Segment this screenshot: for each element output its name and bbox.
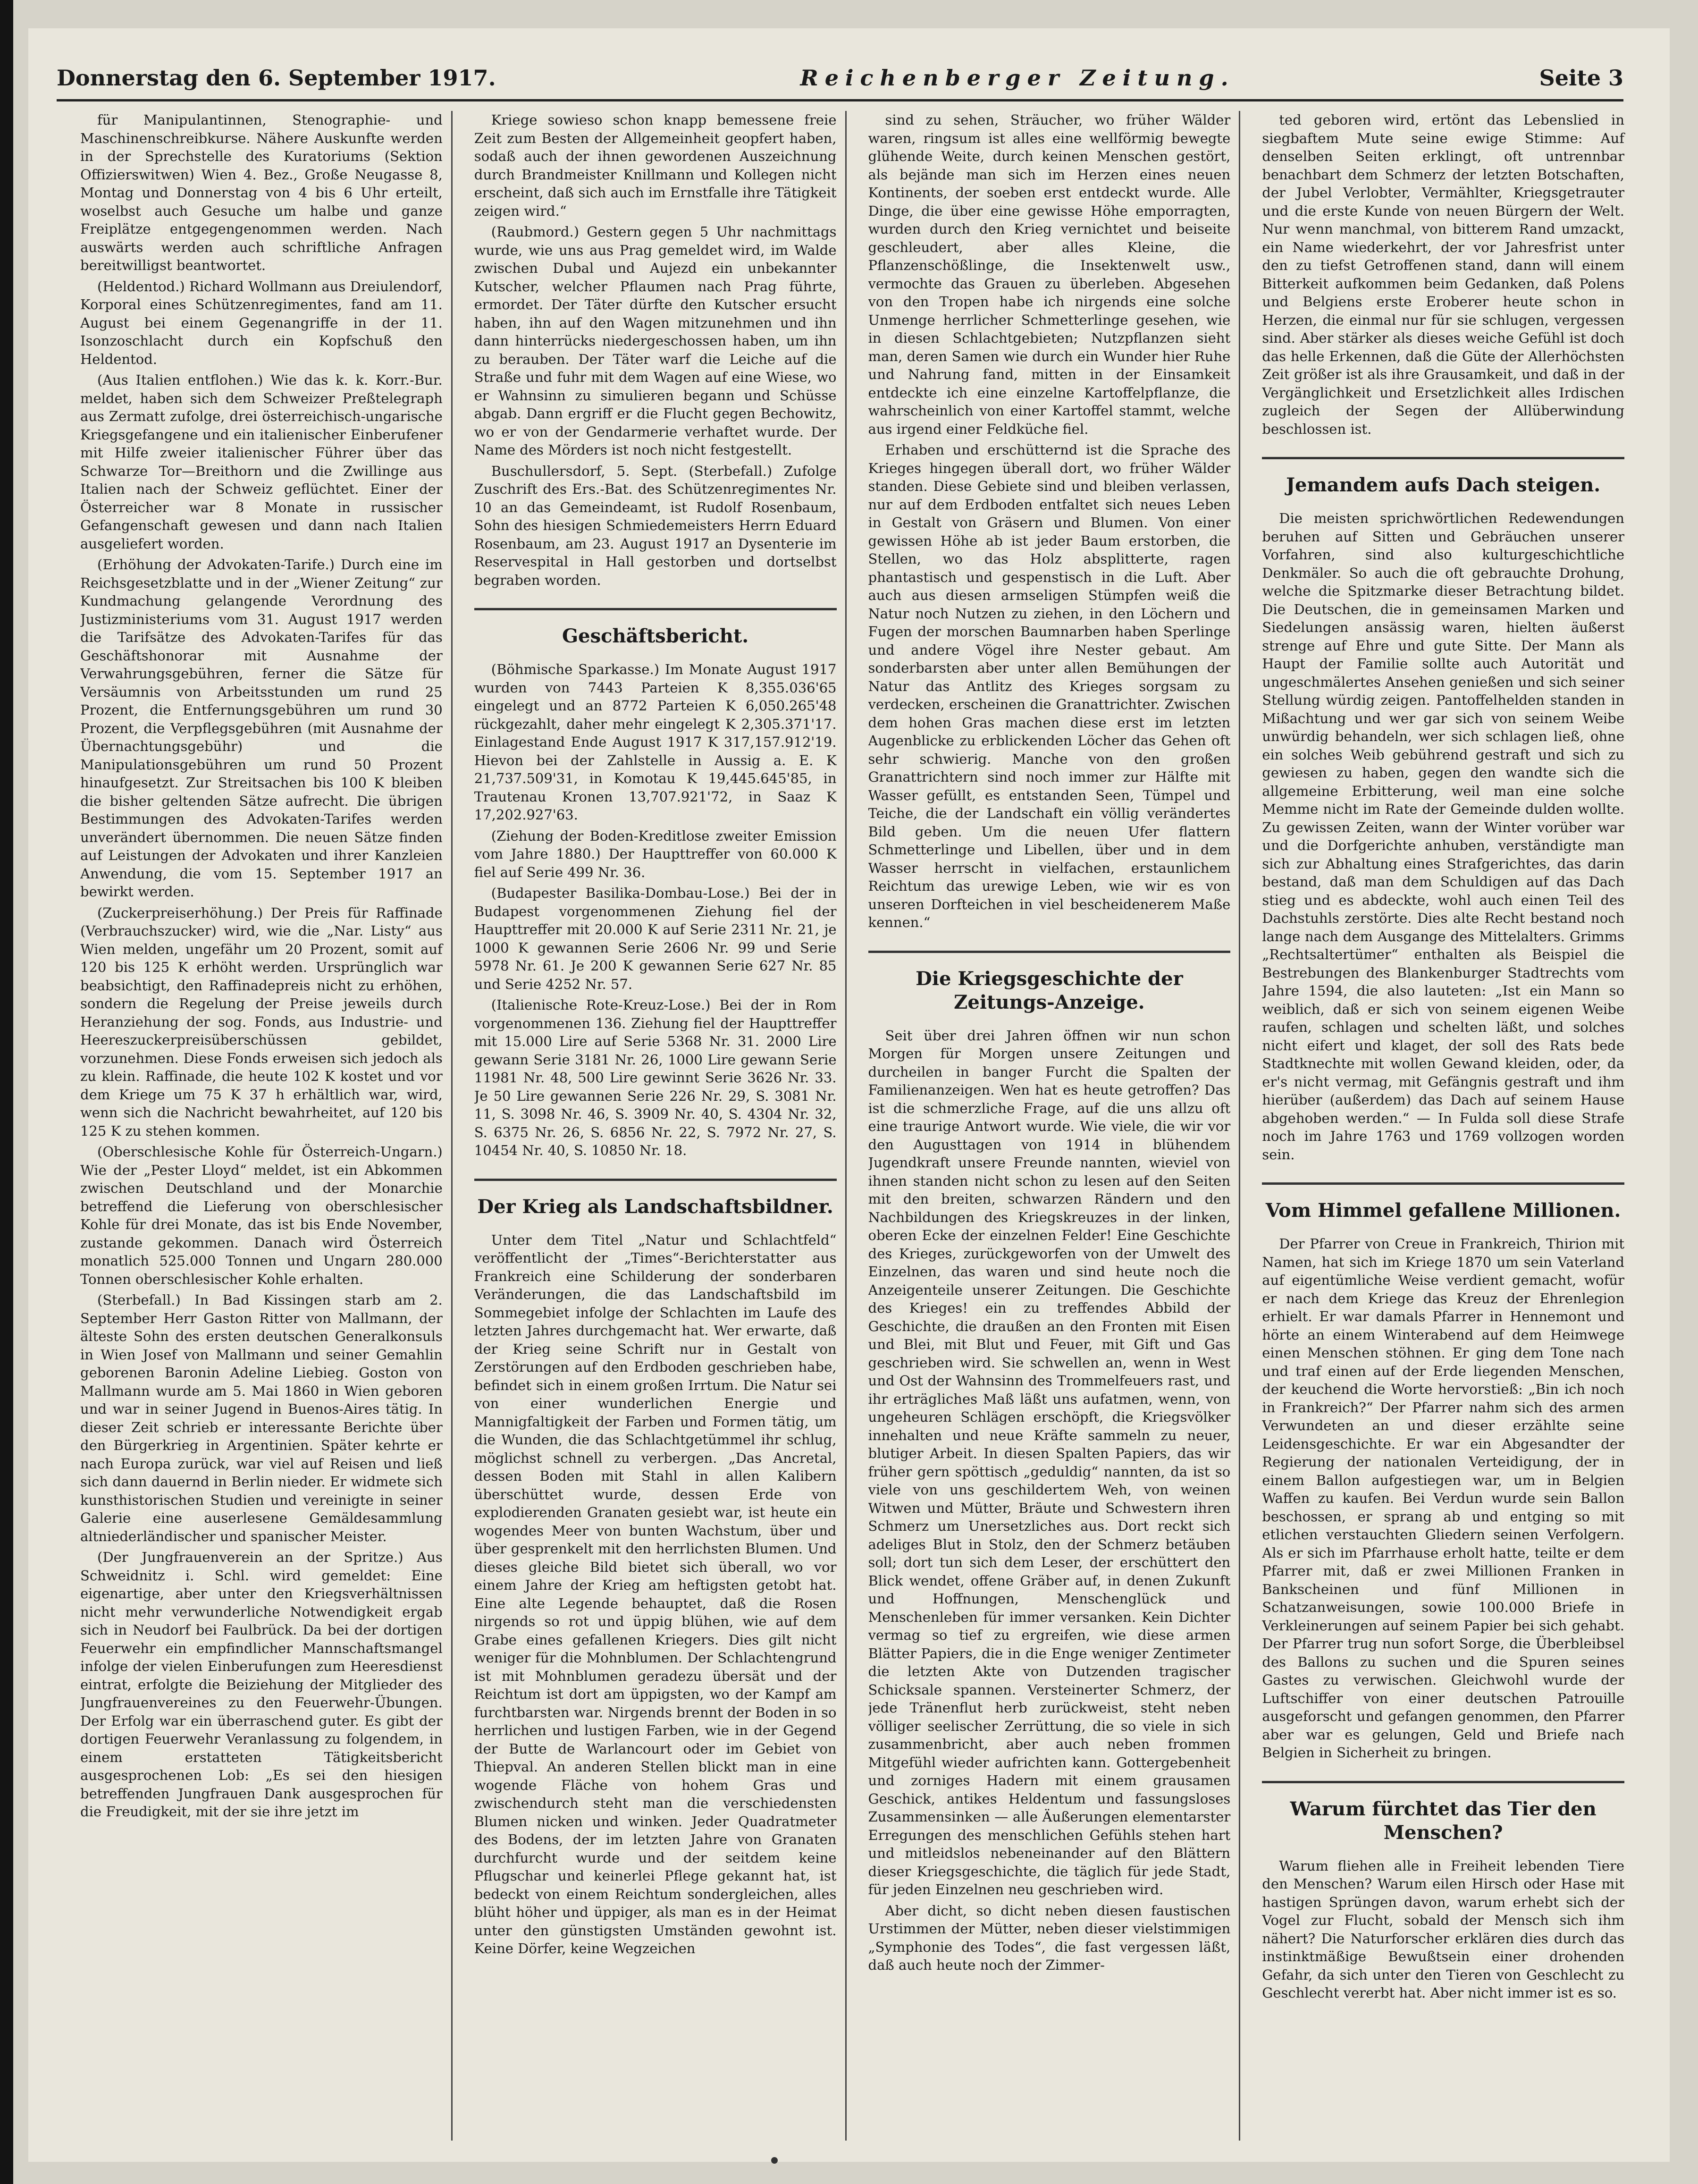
- column-paragraph: Erhaben und erschütternd ist die Sprache des Krieges hingegen überall dort, wo früher Wälder standen. Diese Gebiete sind und bleiben verlassen, nur auf dem Erdboden entfaltet sich neues Leben in Gestalt von Gräsern und Blumen. Von einer gewissen Höhe ab ist jeder Baum erstorben, die Stellen, wo das Holz absplitterte, ragen phantastisch und gespenstisch in die Luft. Aber auch aus diesen armseligen Stümpfen weiß die Natur noch Nutzen zu ziehen, in den Löchern und Fugen der morschen Baumnarben haben Sperlinge und andere Vögel ihre Nester gebaut. Am sonderbarsten aber unter allen Bemühungen der Natur das Antlitz des Krieges sorgsam zu verdecken, erscheinen die Granattrichter. Zwischen dem hohen Gras machen diese erst im letzten Augenblicke zu erblickenden Löcher das Gehen oft sehr schwierig. Manche von den großen Granattrichtern sind noch immer zur Hälfte mit Wasser gefüllt, es entstanden Seen, Tümpel und Teiche, die der Landschaft ein völlig verändertes Bild geben. Um die neuen Ufer flattern Schmetterlinge und Libellen, über und in dem Wasser herrscht in vielfachen, erstaunlichem Reichtum das urewige Leben, wie wir es von unseren Dorfteichen in viel bescheidenerem Maße kennen.“: [868, 442, 1231, 930]
- column-3: [868, 111, 1241, 2141]
- column-paragraph: (Budapester Basilika-Dombau-Lose.) Bei der in Budapest vorgenommenen Ziehung fiel der Haupttreffer mit 20.000 K auf Serie 2311 Nr. 21, je 1000 K gewannen Serie 2606 Nr. 99 und Serie 5978 Nr. 61. Je 200 K gewannen Serie 627 Nr. 85 und Serie 4252 Nr. 57.: [474, 885, 837, 992]
- section-heading: Jemandem aufs Dach steigen.: [1262, 457, 1624, 497]
- column-paragraph: (Heldentod.) Richard Wollmann aus Dreiulendorf, Korporal eines Schützenregimentes, fand am 11. August bei einem Gegenangriffe in der 11. Isonzoschlacht durch ein Kopfschuß den Heldentod.: [80, 278, 443, 367]
- column-4: [1262, 111, 1633, 2141]
- column-2: [474, 111, 847, 2141]
- column-paragraph: (Ziehung der Boden-Kreditlose zweiter Emission vom Jahre 1880.) Der Haupttreffer von 60.000 K fiel auf Serie 499 Nr. 36.: [474, 827, 837, 880]
- column-paragraph: ted geboren wird, ertönt das Lebenslied in siegbaftem Mute seine ewige Stimme: Auf denselben Seiten erklingt, oft untrennbar benachbart dem Schmerz der letzten Botschaften, der Jubel Verlobter, Vermählter, Kriegsgetrauter und die erste Kunde von neuen Bürgern der Welt. Nur wenn manchmal, von bitterem Rand umzackt, ein Name wiederkehrt, der vor Jahresfrist unter den zu tiefst Getroffenen stand, dann will einem Bitterkeit aufkommen beim Gedanken, daß Polens und Belgiens erste Eroberer heute schon in Herzen, die einmal nur für sie schlugen, vergessen sind. Aber stärker als dieses weiche Gefühl ist doch das helle Erkennen, daß die Güte der Allerhöchsten Zeit größer ist als ihre Grausamkeit, und daß in der Vergänglichkeit und Ersetzlichkeit alles Irdischen zugleich der Segen der Allüberwindung beschlossen ist.: [1262, 112, 1624, 437]
- newspaper-title: Reichenberger Zeitung.: [800, 65, 1235, 91]
- article-columns: [80, 111, 1633, 2141]
- column-paragraph: (Aus Italien entflohen.) Wie das k. k. Korr.-Bur. meldet, haben sich dem Schweizer Preßtelegraph aus Zermatt zufolge, drei österreichisch-ungarische Kriegsgefangene und ein italienischer Einberufener mit Hilfe zweier italienischer Führer über das Schwarze Tor—Breithorn und die Zwillinge aus Italien nach der Schweiz geflüchtet. Einer der Österreicher war 8 Monate in russischer Gefangenschaft gewesen und dann nach Italien ausgeliefert worden.: [80, 372, 443, 552]
- section-heading: Die Kriegsgeschichte der Zeitungs-Anzeige.: [868, 951, 1231, 1014]
- column-paragraph: (Böhmische Sparkasse.) Im Monate August 1917 wurden von 7443 Parteien K 8,355.036'65 eingelegt und an 8772 Parteien K 6,050.265'48 rückgezahlt, daher mehr eingelegt K 2,305.371'17. Einlagestand Ende August 1917 K 317,157.912'19. Hievon bei der Zahlstelle in Aussig a. E. K 21,737.509'31, in Komotau K 19,445.645'85, in Trautenau Kronen 13,707.921'72, in Saaz K 17,202.927'63.: [474, 661, 837, 823]
- column-paragraph: Seit über drei Jahren öffnen wir nun schon Morgen für Morgen unsere Zeitungen und durcheilen in banger Furcht die Spalten der Familienanzeigen. Wen hat es heute getroffen? Das ist die schmerzliche Frage, auf die uns allzu oft eine traurige Antwort wurde. Wie viele, die wir vor den Augusttagen von 1914 in blühendem Jugendkraft unsere Freunde nannten, wieviel von ihnen standen nicht schon zu lesen auf den Seiten mit den breiten, schwarzen Rändern und den Nachbildungen des Kriegskreuzes in der linken, oberen Ecke der einzelnen Felder! Eine Geschichte des Krieges, zurückgeworfen von der Umwelt des Einzelnen, das waren und sind heute noch die Anzeigenteile unserer Zeitungen. Die Geschichte des Krieges! ein zu treffendes Abbild der Geschichte, die draußen an den Fronten mit Eisen und Blei, mit Blut und Feuer, mit Gift und Gas geschrieben wird. Sie schwellen an, wenn in West und Ost der Wahnsinn des Trommelfeuers rast, und ihr erträgliches Maß läßt uns aufatmen, wenn, von ungeheuren Schlägen erschöpft, die Kriegsvölker innehalten und neue Kräfte sammeln zu neuer, blutiger Arbeit. In diesen Spalten Papiers, das wir früher gern spöttisch „geduldig“ nannten, da ist so viele von uns geschildertem Weh, von weinen Witwen und Mütter, Bräute und Schwestern ihren Schmerz um Unersetzliches aus. Dort reckt sich adeliges Blut in Stolz, den der Schmerz betäuben soll; dort tun sich dem Leser, der erschüttert den Blick wendet, offene Gräber auf, in denen Zukunft und Hoffnungen, Menschenglück und Menschenleben für immer versanken. Kein Dichter vermag so tief zu ergreifen, wie diese armen Blätter Papiers, die in die Enge weniger Zentimeter die letzten Akte von Dutzenden tragischer Schicksale spannen. Versteinerter Schmerz, der jede Tränenflut herb zurückweist, steht neben völliger seelischer Zerrüttung, die so viele in sich zusammenbricht, aber auch neben frommen Mitgefühl wieder aufrichten kann. Gottergebenheit und zorniges Hadern mit einem grausamen Geschick, antikes Heldentum und fassungsloses Zusammensinken — alle Äußerungen elementarster Erregungen des menschlichen Gefühls stehen hart und mitleidslos nebeneinander auf den Blättern dieser Kriegsgeschichte, die täglich für jede Stadt, für jeden Einzelnen neu geschrieben wird.: [868, 1027, 1231, 1897]
- column-paragraph: für Manipulantinnen, Stenographie- und Maschinenschreibkurse. Nähere Auskunfte werden in der Sprechstelle des Kuratoriums (Sektion Offizierswitwen) Wien 4. Bez., Große Neugasse 8, Montag und Donnerstag von 4 bis 6 Uhr erteilt, woselbst auch Gesuche um halbe und ganze Freiplätze entgegengenommen werden. Nach auswärts werden auch schriftliche Anfragen bereitwilligst beantwortet.: [80, 112, 443, 273]
- page-header: [57, 57, 1623, 101]
- section-heading: [1262, 1781, 1624, 1845]
- column-1: [80, 111, 453, 2141]
- column-paragraph: (Zuckerpreiserhöhung.) Der Preis für Raffinade (Verbrauchszucker) wird, wie die „Nar. Listy“ aus Wien melden, ungefähr um 20 Prozent, somit auf 120 bis 125 K erhöht werden. Ursprünglich war beabsichtigt, den Raffinadepreis nicht zu erhöhen, sondern die Regelung der Preise jeweils durch Heranziehung der sog. Fonds, aus Industrie- und Heereszuckerpreisüberschüssen gebildet, vorzunehmen. Diese Fonds erweisen sich jedoch als zu klein. Raffinade, die heute 102 K kostet und vor dem Kriege um 75 K 37 h erhältlich war, wird, wenn sich die Nachricht bewahrheitet, auf 120 bis 125 K zu stehen kommen.: [80, 904, 443, 1139]
- column-paragraph: Die meisten sprichwörtlichen Redewendungen beruhen auf Sitten und Gebräuchen unserer Vorfahren, sind also kulturgeschichtliche Denkmäler. So auch die oft gebrauchte Drohung, welche die Spitzmarke dieser Betrachtung bildet. Die Deutschen, die in gemeinsamen Marken und Siedelungen ansässig waren, hielten äußerst strenge auf Ehre und gute Sitte. Der Mann als Haupt der Familie sollte auch Autorität und ungeschmälertes Ansehen genießen und sich seiner Stellung würdig zeigen. Pantoffelhelden standen in Mißachtung und wer gar sich von seinem Weibe unwürdig behandeln, wer sich schlagen ließ, ohne ein solches Weib gebührend gestraft und sich zu gewiesen zu haben, gegen den wandte sich die allgemeine Erbitterung, weil man eine solche Memme nicht im Rate der Gemeinde dulden wollte. Zu gewissen Zeiten, wann der Winter vorüber war und die Dorfgerichte anhuben, verständigte man sich zur Abhaltung eines Strafgerichtes, das darin bestand, daß man dem Schuldigen auf das Dach stieg und es abdeckte, wohl auch einen Teil des Dachstuhls zerstörte. Dies alte Recht bestand noch lange nach dem Ausgange des Mittelalters. Grimms „Rechtsaltertümer“ enthalten als Beispiel die Bestrebungen des Blankenburger Stadtrechts vom Jahre 1594, die also lauteten: „Ist ein Mann so weiblich, daß er sich von seinem eigenen Weibe raufen, schlagen und schelten läßt, und solches nicht eifert und klaget, der soll des Rats bede Stadtknechte mit wollen Gewand kleiden, oder, da er's nicht vermag, mit Gefängnis gestraft und ihm hierüber (außerdem) das Dach auf seinem Hause abgehoben werden.“ — In Fulda soll diese Strafe noch im Jahre 1763 und 1769 vollzogen worden sein.: [1262, 510, 1624, 1163]
- page-number: Seite 3: [1539, 65, 1623, 91]
- column-paragraph: (Erhöhung der Advokaten-Tarife.) Durch eine im Reichsgesetzblatte und in der „Wiener Zeitung“ zur Kundmachung gelangende Verordnung des Justizministeriums vom 31. August 1917 werden die Tarifsätze des Advokaten-Tarifes für das Geschäftshonorar mit Ausnahme der Verwahrungsgebühren, ferner die Sätze für Versäumnis von Arbeitsstunden um rund 25 Prozent, die Entfernungsgebühren um rund 30 Prozent, die Verpflegsgebühren (mit Ausnahme der Übernachtungsgebühr) und die Manipulationsgebühren um rund 50 Prozent hinaufgesetzt. Zur Streitsachen bis 100 K bleiben die bisher geltenden Sätze aufrecht. Die übrigen Bestimmungen des Advokaten-Tarifes werden unverändert übernommen. Die neuen Sätze finden auf Leistungen der Advokaten und ihrer Kanzleien Anwendung, die vom 15. September 1917 an bewirkt werden.: [80, 557, 443, 900]
- column-paragraph: Warum fliehen alle in Freiheit lebenden Tiere den Menschen? Warum eilen Hirsch oder Hase mit hastigen Sprüngen davon, warum erhebt sich der Vogel zur Flucht, sobald der Mensch sich ihm nähert? Die Naturforscher erklären dies durch das instinktmäßige Bewußtsein einer drohenden Gefahr, da sich unter den Tieren von Geschlecht zu Geschlecht vererbt hat. Aber nicht immer ist es so.: [1262, 1857, 1624, 2001]
- section-heading: Vom Himmel gefallene Millionen.: [1262, 1182, 1624, 1223]
- column-paragraph: (Raubmord.) Gestern gegen 5 Uhr nachmittags wurde, wie uns aus Prag gemeldet wird, im Walde zwischen Dubal und Aujezd ein unbekannter Kutscher, welcher Pflaumen nach Prag führte, ermordet. Der Täter dürfte den Kutscher ersucht haben, ihn auf den Wagen mitzunehmen und ihn dann hinterrücks niedergeschossen haben, um ihn zu berauben. Der Täter warf die Leiche auf die Straße und fuhr mit dem Wagen auf eine Wiese, wo er Wahnsinn zu simulieren begann und Schüsse abgab. Dann ergriff er die Flucht gegen Bechowitz, wo er von der Gendarmerie verhaftet wurde. Der Name des Mörders ist noch nicht festgestellt.: [474, 224, 837, 458]
- page-binding-edge: [0, 0, 13, 2184]
- section-heading-line: Menschen?: [1383, 1821, 1503, 1844]
- column-paragraph: Buschullersdorf, 5. Sept. (Sterbefall.) Zufolge Zuschrift des Ers.-Bat. des Schützenregimentes Nr. 10 an das Gemeindeamt, ist Rudolf Rosenbaum, Sohn des hiesigen Schmiedemeisters Herrn Eduard Rosenbaum, am 23. August 1917 an Dysenterie im Reservespital in Hall gestorben und dortselbst begraben worden.: [474, 463, 837, 588]
- section-heading: Der Krieg als Landschaftsbildner.: [474, 1179, 837, 1219]
- column-paragraph: sind zu sehen, Sträucher, wo früher Wälder waren, ringsum ist alles eine wellförmig bewegte glühende Weite, durch keinen Menschen gestört, als bejände man sich im Herzen eines neuen Kontinents, der soeben erst entdeckt wurde. Alle Dinge, die über eine gewisse Höhe emporragten, wurden durch den Krieg vernichtet und beiseite geschleudert, aber alles Kleine, die Pflanzenschößlinge, die Insektenwelt usw., vermochte das Grauen zu überleben. Abgesehen von den Tropen habe ich nirgends eine solche Unmenge herrlicher Schmetterlinge gesehen, wie in diesen Schlachtgebieten; Nutzpflanzen sieht man, deren Samen wie durch ein Wunder hier Ruhe und Nahrung fand, mitten in der Einsamkeit entdeckte ich eine einzelne Kartoffelpflanze, die wahrscheinlich von einer Kartoffel stammt, welche aus irgend einer Feldküche fiel.: [868, 112, 1231, 437]
- column-paragraph: Kriege sowieso schon knapp bemessene freie Zeit zum Besten der Allgemeinheit geopfert haben, sodaß auch der ihnen gewordenen Auszeichnung durch Brandmeister Knillmann und Kollegen nicht erscheint, daß sich auch im Ernstfalle ihre Tätigkeit zeigen wird.“: [474, 112, 837, 219]
- section-heading-line: Warum fürchtet das Tier den: [1290, 1797, 1597, 1820]
- column-paragraph: Unter dem Titel „Natur und Schlachtfeld“ veröffentlicht der „Times“-Berichterstatter aus Frankreich eine Schilderung der sonderbaren Veränderungen, die das Landschaftsbild im Sommegebiet infolge der Schlachten im Laufe des letzten Jahres durchgemacht hat. Wer erwarte, daß der Krieg seine Schrift nur in Gestalt von Zerstörungen auf den Erdboden geschrieben habe, befindet sich in einem großen Irrtum. Die Natur sei von einer wunderlichen Energie und Mannigfaltigkeit der Farben und Formen tätig, um die Wunden, die das Schlachtgetümmel ihr schlug, möglichst schnell zu verbergen. „Das Ancretal, dessen Boden mit Stahl in allen Kalibern überschüttet wurde, dessen Erde von explodierenden Granaten gesiebt war, ist heute ein wogendes Meer von bunten Wachstum, über und über gesprenkelt mit den herrlichsten Blumen. Und dieses gleiche Bild bietet sich überall, wo vor einem Jahre der Krieg am heftigsten getobt hat. Eine alte Legende behauptet, daß die Rosen nirgends so rot und üppig blühen, wie auf dem Grabe eines gefallenen Kriegers. Dies gilt nicht weniger für die Mohnblumen. Der Schlachtengrund ist mit Mohnblumen geradezu übersät und der Reichtum ist dort am üppigsten, wo der Kampf am furchtbarsten war. Nirgends brennt der Boden in so herrlichen und lustigen Farben, wie in der Gegend der Butte de Warlancourt oder im Gebiet von Thiepval. An anderen Stellen blickt man in eine wogende Fläche von hohem Gras und zwischendurch steht man die verschiedensten Blumen nicken und winken. Jeder Quadratmeter des Bodens, der im letzten Jahre von Granaten durchfurcht wurde und der seitdem keine Pflugschar und keinerlei Pflege gekannt hat, ist bedeckt von einem Reichtum sondergleichen, alles blüht höher und üppiger, als man es in der Heimat unter den günstigsten Umständen gewohnt ist. Keine Dörfer, keine Wegzeichen: [474, 1231, 837, 1956]
- column-paragraph: (Der Jungfrauenverein an der Spritze.) Aus Schweidnitz i. Schl. wird gemeldet: Eine eigenartige, aber unter den Kriegsverhältnissen nicht mehr verwunderliche Notwendigkeit ergab sich in Neudorf bei Faulbrück. Da bei der dortigen Feuerwehr ein empfindlicher Mannschaftsmangel infolge der vielen Einberufungen zum Heeresdienst eintrat, erfolgte die Beiziehung der Mitglieder des Jungfrauenvereines zu den Feuerwehr-Übungen. Der Erfolg war ein überraschend guter. Es gibt der dortigen Feuerwehr Veranlassung zu folgendem, in einem erstatteten Tätigkeitsbericht ausgesprochenen Lob: „Es sei den hiesigen betreffenden Jungfrauen Dank ausgesprochen für die Freudigkeit, mit der sie ihre jetzt im: [80, 1549, 443, 1820]
- page-footer-mark: [771, 2157, 778, 2164]
- column-paragraph: Der Pfarrer von Creue in Frankreich, Thirion mit Namen, hat sich im Kriege 1870 um sein Vaterland auf eigentümliche Weise verdient gemacht, wofür er nach dem Kriege das Kreuz der Ehrenlegion erhielt. Er war damals Pfarrer in Hennemont und hörte an einem Winterabend auf dem Heimwege einen Menschen stöhnen. Er ging dem Tone nach und traf einen auf der Erde liegenden Menschen, der keuchend die Worte hervorstieß: „Bin ich noch in Frankreich?“ Der Pfarrer nahm sich des armen Verwundeten an und dieser erzählte seine Leidensgeschichte. Er war ein Abgesandter der Regierung der nationalen Verteidigung, der in einem Ballon aufgestiegen war, um in Belgien Waffen zu kaufen. Bei Verdun wurde sein Ballon beschossen, er sprang ab und entging so mit etlichen verstauchten Gliedern seinen Verfolgern. Als er sich im Pfarrhause erholt hatte, teilte er dem Pfarrer mit, daß er zwei Millionen Franken in Bankscheinen und fünf Millionen in Schatzanweisungen, sowie 100.000 Briefe in Verkleinerungen auf seinem Papier bei sich gehabt. Der Pfarrer trug nun sofort Sorge, die Überbleibsel des Ballons zu suchen und die Spuren seines Gastes zu verwischen. Gleichwohl wurde der Luftschiffer von einer deutschen Patrouille ausgeforscht und gefangen genommen, den Pfarrer aber war es gelungen, Geld und Briefe nach Belgien in Sicherheit zu bringen.: [1262, 1236, 1624, 1761]
- column-paragraph: (Oberschlesische Kohle für Österreich-Ungarn.) Wie der „Pester Lloyd“ meldet, ist ein Abkommen zwischen Deutschland und der Monarchie betreffend die Lieferung von oberschlesischer Kohle für drei Monate, das ist bis Ende November, zustande gekommen. Danach wird Österreich monatlich 525.000 Tonnen und Ungarn 280.000 Tonnen oberschlesischer Kohle erhalten.: [80, 1144, 443, 1287]
- header-date: Donnerstag den 6. September 1917.: [57, 65, 496, 91]
- section-heading: Geschäftsbericht.: [474, 608, 837, 648]
- column-paragraph: Aber dicht, so dicht neben diesen faustischen Urstimmen der Mütter, neben dieser vielstimmigen „Symphonie des Todes“, die fast vergessen läßt, daß auch heute noch der Zimmer-: [868, 1902, 1231, 1973]
- column-paragraph: (Sterbefall.) In Bad Kissingen starb am 2. September Herr Gaston Ritter von Mallmann, der älteste Sohn des ersten deutschen Generalkonsuls in Wien Josef von Mallmann und seiner Gemahlin geborenen Baronin Adeline Liebieg. Goston von Mallmann wurde am 5. Mai 1860 in Wien geboren und war in seiner Jugend in Buenos-Aires tätig. In dieser Zeit schrieb er interessante Berichte über den Bürgerkrieg in Argentinien. Später kehrte er nach Europa zurück, war viel auf Reisen und ließ sich dann dauernd in Berlin nieder. Er widmete sich kunsthistorischen Studien und vereinigte in seiner Galerie eine auserlesene Gemäldesammlung altniederländischer und spanischer Meister.: [80, 1292, 443, 1544]
- column-paragraph: (Italienische Rote-Kreuz-Lose.) Bei der in Rom vorgenommenen 136. Ziehung fiel der Haupttreffer mit 15.000 Lire auf Serie 5368 Nr. 31. 2000 Lire gewann Serie 3181 Nr. 26, 1000 Lire gewann Serie 11981 Nr. 48, 500 Lire gewinnt Serie 3626 Nr. 33. Je 50 Lire gewannen Serie 226 Nr. 29, S. 3081 Nr. 11, S. 3098 Nr. 46, S. 3909 Nr. 40, S. 4304 Nr. 32, S. 6375 Nr. 26, S. 6856 Nr. 22, S. 7972 Nr. 27, S. 10454 Nr. 40, S. 10850 Nr. 18.: [474, 997, 837, 1158]
